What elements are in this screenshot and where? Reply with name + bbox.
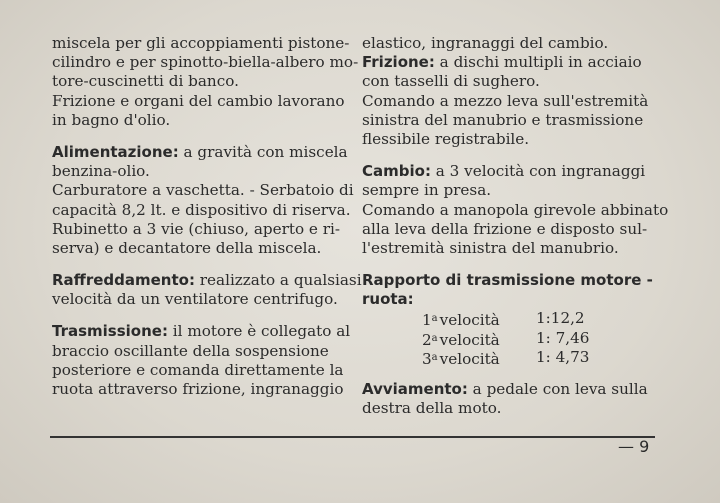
text-line: capacità 8,2 lt. e dispositivo di riserva. [52,200,351,219]
gear-number: 1 [422,311,432,330]
gear-number: 3 [422,349,432,368]
text-line: realizzato a qualsiasi [194,271,362,290]
text-line: a pedale con leva sulla [467,380,648,398]
gear-ordinal: a [431,351,438,363]
text-line: benzina-olio. [52,162,150,181]
text-line: in bagno d'olio. [52,110,171,129]
gear-ratio-value: 1: 7,46 [536,328,590,347]
text-line: Frizione e organi del cambio lavorano [52,91,345,110]
text-line: sinistra del manubrio e trasmissione [362,110,644,129]
text-line: flessibile registrabile. [362,129,530,148]
text-line: a dischi multipli in acciaio [434,53,642,72]
text-line: cilindro e per spinotto-biella-albero mo- [52,53,359,72]
gear-ratio-value: 1: 4,73 [536,347,590,366]
text-line: Carburatore a vaschetta. - Serbatoio di [52,181,354,200]
text-line: ruota attraverso frizione, ingranaggio [52,380,344,398]
text-line: sempre in presa. [362,181,492,200]
text-line: Comando a manopola girevole abbinato [362,200,669,219]
gear-ordinal: a [431,313,438,325]
text-line: braccio oscillante della sospensione [52,341,329,360]
avviamento-heading: Avviamento: [362,380,468,398]
avviamento-section [362,380,652,418]
text-line: Rubinetto a 3 vie (chiuso, aperto e ri- [52,219,340,238]
raffreddamento-section [52,271,362,309]
text-line: elastico, ingranaggi del cambio. [362,34,609,52]
gear-ordinal: a [431,332,438,344]
text-line: a gravità con miscela [178,142,348,161]
page-number: — 9 [618,437,650,456]
gear-ratio-table [362,309,652,367]
cambio-heading: Cambio: [362,162,431,181]
text-line: serva) e decantatore della miscela. [52,238,322,257]
text-line: Comando a mezzo leva sull'estremità [362,91,649,110]
text-line: miscela per gli accoppiamenti pistone- [52,34,350,52]
frizione-section [362,53,652,149]
text-line: il motore è collegato al [167,322,351,341]
right-column [362,34,669,418]
text-line: alla leva della frizione e disposto sul- [362,219,648,238]
cambio-section [362,162,669,258]
gear-label: velocità [439,330,500,349]
trasmissione-heading: Trasmissione: [52,322,168,341]
alimentazione-heading: Alimentazione: [52,142,179,161]
engine-lubrication-paragraph [52,34,359,92]
gear-label: velocità [439,349,500,368]
text-line: tore-cuscinetti di banco. [52,72,239,91]
alimentazione-section [52,142,354,258]
gear-number: 2 [422,330,432,349]
clutch-oil-bath-paragraph [52,91,345,130]
gear-ratio-row [362,309,652,328]
left-column [52,34,362,399]
footer-rule [50,436,655,438]
trasmissione-section [52,322,351,399]
frizione-heading: Frizione: [362,53,435,72]
text-line: velocità da un ventilatore centrifugo. [52,290,338,309]
gear-ratio-row [362,329,652,348]
gear-ratio-value: 1:12,2 [536,309,585,328]
rapporto-section [362,271,652,367]
raffreddamento-heading: Raffreddamento: [52,271,195,290]
text-line: con tasselli di sughero. [362,72,540,91]
rapporto-heading-continued: ruota: [362,290,414,309]
text-line: posteriore e comanda direttamente la [52,360,344,379]
text-line: a 3 velocità con ingranaggi [430,162,646,181]
text-line: l'estremità sinistra del manubrio. [362,238,619,257]
rapporto-heading: Rapporto di trasmissione motore - [362,271,653,290]
text-line: destra della moto. [362,399,502,418]
gear-ratio-row [362,348,652,367]
gear-label: velocità [439,311,500,330]
